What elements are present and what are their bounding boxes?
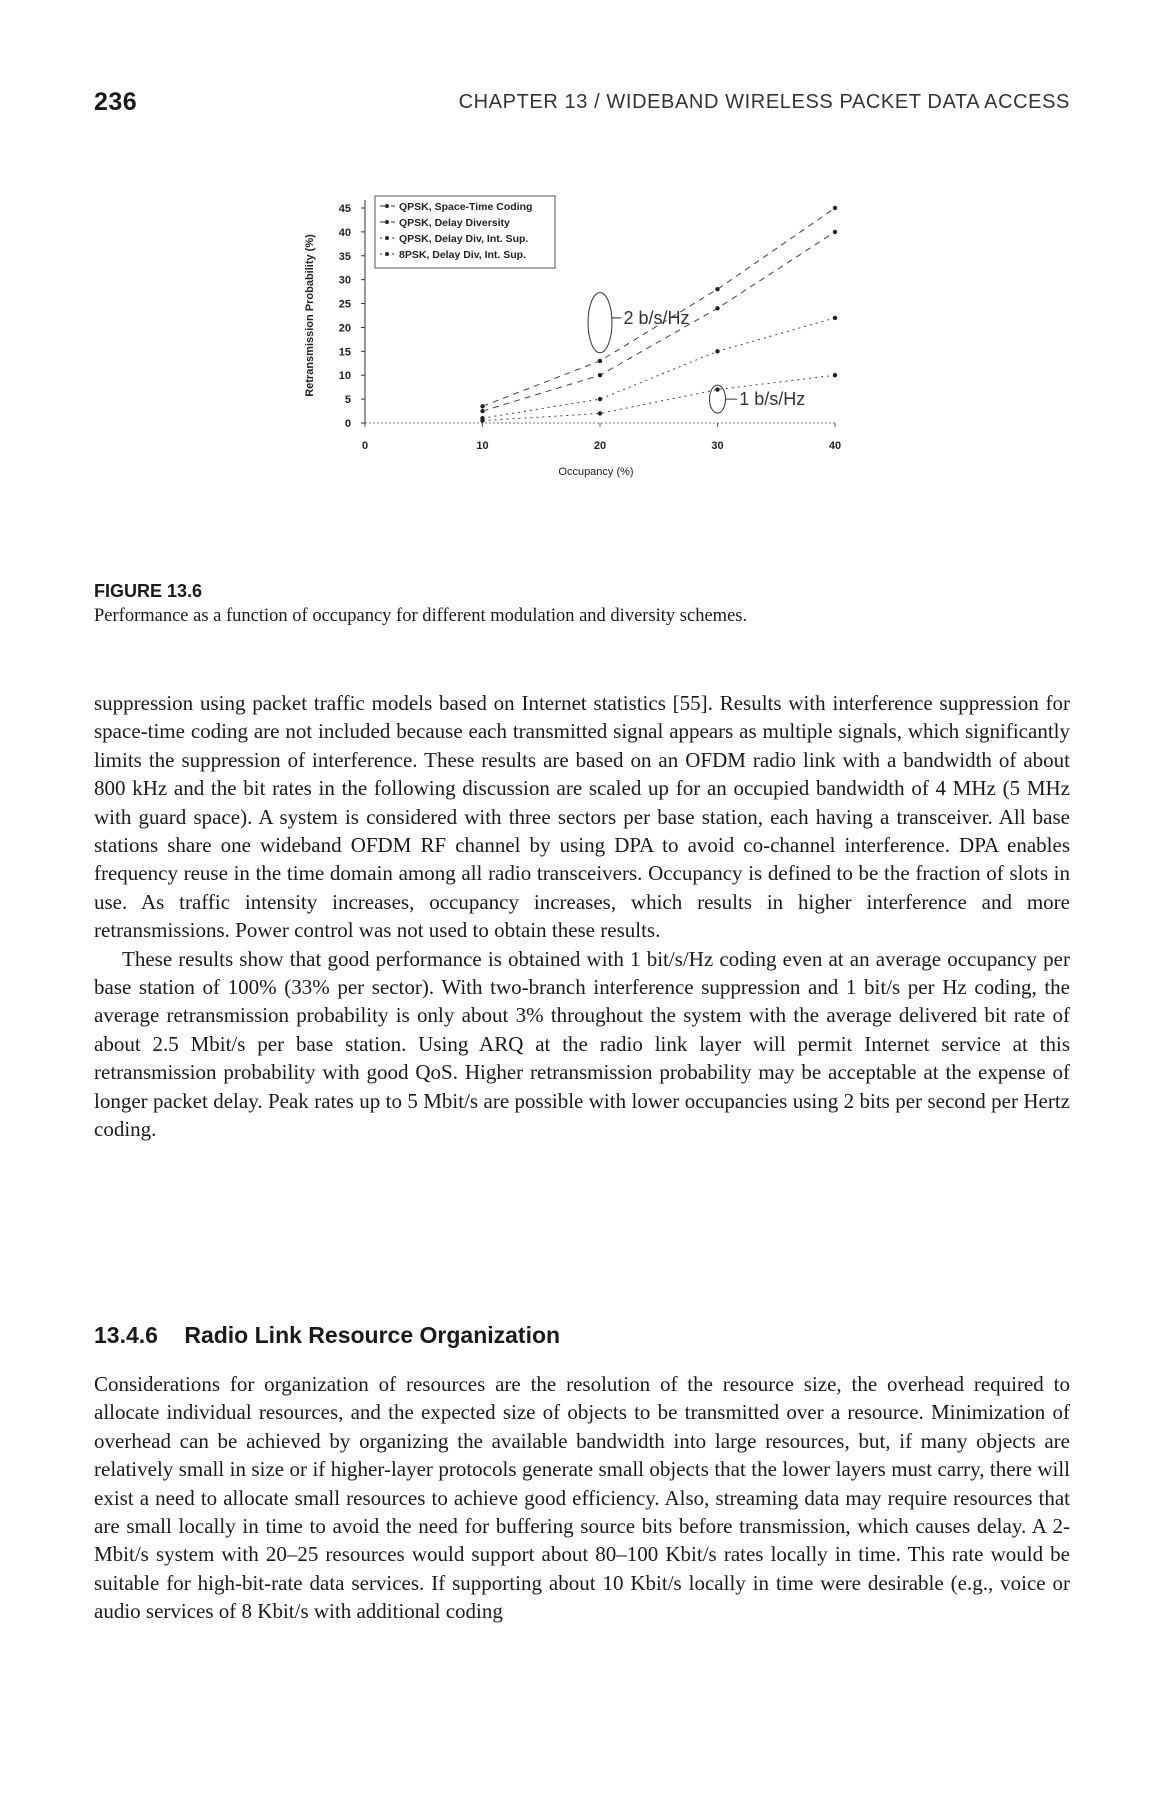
y-tick-label: 30 [338, 274, 351, 287]
section-heading [94, 1322, 560, 1349]
paragraph-2: These results show that good performance is obtained with 1 bit/s/Hz coding even at an average occupancy per base station of 100% (33% per sector). With two-branch interference suppression and 1 bit/s per Hz coding, the average retransmission probability is only about 3% throughout the system with the average delivered bit rate of about 2.5 Mbit/s per base station. Using ARQ at the radio link layer will permit Internet service at this retransmission probability with good QoS. Higher retransmission probability may be acceptable at the expense of longer packet delay. Peak rates up to 5 Mbit/s are possible with lower occupancies using 2 bits per second per Hertz coding. [94, 946, 1070, 1142]
data-point [715, 306, 719, 310]
legend-entry: QPSK, Delay Div, Int. Sup. [399, 233, 529, 245]
figure-13-6 [280, 180, 880, 560]
annotation-2bps: 2 b/s/Hz [623, 307, 690, 328]
x-tick-label: 40 [828, 440, 842, 452]
x-tick-label: 0 [361, 440, 369, 452]
data-point [833, 316, 837, 320]
annotation-1bps: 1 b/s/Hz [739, 389, 806, 410]
data-point [833, 206, 837, 210]
y-tick-label: 5 [344, 394, 351, 407]
running-head [94, 88, 1070, 122]
legend-entry: QPSK, Space-Time Coding [399, 201, 533, 213]
page-number: 236 [94, 88, 138, 116]
y-tick-label: 0 [344, 418, 351, 430]
figure-caption [94, 581, 1070, 627]
data-point [598, 373, 602, 377]
body-text-top [94, 689, 1070, 1144]
figure-label: FIGURE 13.6 [94, 581, 203, 601]
y-tick-label: 40 [338, 226, 351, 239]
legend-entry: 8PSK, Delay Div, Int. Sup. [399, 249, 527, 261]
section-number: 13.4.6 [94, 1322, 158, 1348]
paragraph-1: suppression using packet traffic models based on Internet statistics [55]. Results with interference suppression for space-time coding are not included because each transmitted signal appears as multiple signals, which significantly limits the suppression of interference. These results are based on an OFDM radio link with a bandwidth of about 800 kHz and the bit rates in the following discussion are scaled up for an occupied bandwidth of 4 MHz (5 MHz with guard space). A system is considered with three sectors per base station, each having a transceiver. All base stations share one wideband OFDM RF channel by using DPA to avoid co-channel interference. DPA enables frequency reuse in the time domain among all radio transceivers. Occupancy is defined to be the fraction of slots in use. As traffic intensity increases, occupancy increases, which results in higher interference and more retransmissions. Power control was not used to obtain these results. [94, 691, 1070, 943]
data-point [833, 230, 837, 234]
data-point [715, 349, 719, 353]
legend-entry: QPSK, Delay Diversity [399, 217, 510, 229]
data-point [480, 418, 484, 422]
x-tick-label: 20 [593, 440, 607, 452]
section-title: Radio Link Resource Organization [184, 1322, 561, 1348]
y-tick-label: 10 [338, 370, 351, 383]
data-point [715, 387, 719, 391]
paragraph-3: Considerations for organization of resources are the resolution of the resource size, the overhead required to allocate individual resources, and the expected size of objects to be transmitted over a resource. Minimization of overhead can be achieved by organizing the available bandwidth into large resources, but, if many objects are relatively small in size or if higher-layer protocols generate small objects that the lower layers must carry, there will exist a need to allocate small resources to achieve good efficiency. Also, streaming data may require resources that are small locally in time to avoid the need for buffering source bits before transmission, which causes delay. A 2-Mbit/s system with 20–25 resources would support about 80–100 Kbit/s rates locally in time. This rate would be suitable for high-bit-rate data services. If supporting about 10 Kbit/s locally in time were desirable (e.g., voice or audio services of 8 Kbit/s with additional coding [94, 1372, 1070, 1624]
data-point [715, 287, 719, 291]
data-point [833, 373, 837, 377]
y-tick-label: 45 [338, 203, 351, 215]
data-point [598, 397, 602, 401]
figure-caption-text: Performance as a function of occupancy for different modulation and diversity schemes. [94, 606, 748, 626]
y-tick-label: 15 [338, 346, 351, 359]
y-axis-label: Retransmission Probability (%) [304, 234, 316, 397]
legend-marker [385, 220, 389, 224]
x-axis-label: Occupancy (%) [558, 466, 634, 478]
annotation-ellipse-2bps [588, 293, 612, 353]
body-text-bottom [94, 1370, 1070, 1626]
legend-marker [385, 252, 389, 256]
data-point [480, 409, 484, 413]
data-point [598, 411, 602, 415]
legend-marker [385, 236, 389, 240]
data-point [598, 359, 602, 363]
chart [280, 180, 880, 560]
y-tick-label: 35 [338, 250, 351, 263]
x-tick-label: 30 [711, 440, 724, 452]
y-tick-label: 25 [338, 298, 351, 311]
data-point [480, 404, 484, 408]
legend-marker [385, 204, 389, 208]
y-tick-label: 20 [338, 322, 351, 335]
chapter-title: CHAPTER 13 / WIDEBAND WIRELESS PACKET DATA ACCESS [458, 91, 1070, 113]
x-tick-label: 10 [476, 440, 489, 452]
